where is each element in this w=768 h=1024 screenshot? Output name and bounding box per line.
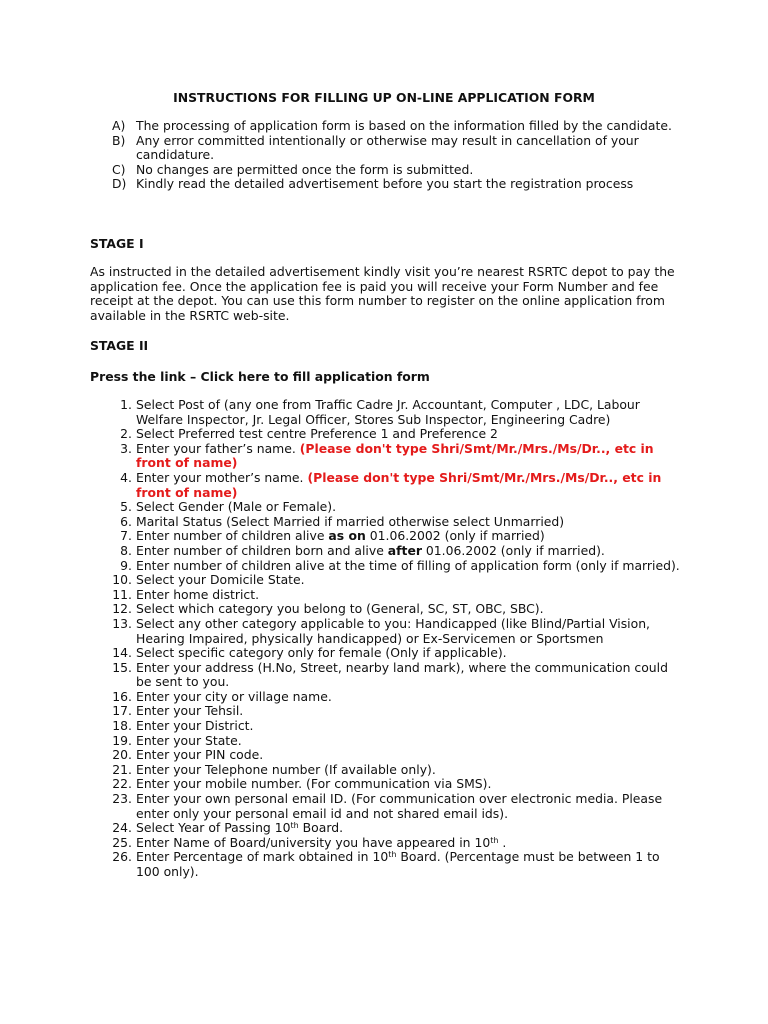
step-warning-note: (Please don't type Shri/Smt/Mr./Mrs./Ms/Dr.., etc in front of name) [136,469,662,500]
step-item [112,529,682,544]
step-text: Enter your address (H.No, Street, nearby land mark), where the communication could be sent to you. [136,659,668,690]
step-text: Enter your mother’s name. [136,469,304,485]
step-text: Enter your own personal email ID. (For communication over electronic media. Please enter only your personal email id and not shared email ids). [136,791,663,821]
list-marker: D) [112,176,127,192]
list-item-text: No changes are permitted once the form is submitted. [136,161,474,177]
step-number: 23. [112,791,132,807]
step-number: 22. [112,776,132,792]
list-item-text: Kindly read the detailed advertisement before you start the registration process [136,176,634,192]
general-instructions-list [112,119,672,192]
step-text-suffix: . [498,834,507,850]
stage-1-paragraph: As instructed in the detailed advertisement kindly visit you’re nearest RSRTC depot to pay the application fee. Once the application fee is paid you will receive your Form Number and fee receipt at the depot. You can use this form number to register on the online application from available in the RSRTC web-site. [90,264,675,323]
application-steps-list [112,398,682,880]
step-item [112,500,682,515]
step-text: Enter your State. [136,732,242,748]
step-text: Select specific category only for female (Only if applicable). [136,645,507,661]
step-item [112,704,682,719]
step-number: 26. [112,849,132,865]
step-text: Enter your PIN code. [136,747,264,763]
list-item [112,163,672,178]
ordinal-suffix: th [490,835,499,845]
step-text: Enter your Tehsil. [136,703,244,719]
step-text: Enter your father’s name. [136,440,296,456]
step-text: Enter your mobile number. (For communication via SMS). [136,776,492,792]
step-text: Select which category you belong to (General, SC, ST, OBC, SBC). [136,601,544,617]
step-text: Enter home district. [136,586,260,602]
step-text: Enter your city or village name. [136,688,332,704]
step-item [112,821,682,836]
step-number: 6. [120,513,132,529]
step-number: 24. [112,820,132,836]
step-number: 3. [120,440,132,456]
step-item [112,471,682,500]
step-item [112,748,682,763]
step-item [112,573,682,588]
list-item-text: The processing of application form is based on the information filled by the candidate. [136,118,672,133]
step-item [112,427,682,442]
step-number: 9. [120,557,132,573]
step-emphasis: after [387,542,422,558]
step-item [112,559,682,574]
step-item [112,544,682,559]
step-text: Enter number of children alive [136,528,329,544]
step-text: Select Preferred test centre Preference 1 and Preference 2 [136,426,498,442]
step-number: 18. [112,718,132,734]
step-text-suffix: Board. (Percentage must be between 1 to 100 only). [136,849,660,879]
step-text: Enter your Telephone number (If available only). [136,761,436,777]
list-marker: B) [112,132,126,148]
step-text: Marital Status (Select Married if married otherwise select Unmarried) [136,513,565,529]
step-item [112,515,682,530]
step-item [112,836,682,851]
step-number: 15. [112,659,132,675]
list-item-text: Any error committed intentionally or otherwise may result in cancellation of your candidature. [136,132,639,163]
step-text: Select Post of (any one from Traffic Cadre Jr. Accountant, Computer , LDC, Labour Welfare Inspector, Jr. Legal Officer, Stores Sub Inspector, Engineering Cadre) [136,397,640,427]
step-text: Enter number of children alive at the time of filling of application form (only if married). [136,557,680,573]
step-number: 19. [112,732,132,748]
step-number: 4. [120,469,132,485]
step-item [112,661,682,690]
list-item [112,119,672,134]
step-number: 2. [120,426,132,442]
document-title: INSTRUCTIONS FOR FILLING UP ON-LINE APPLICATION FORM [173,90,595,105]
step-text-suffix: 01.06.2002 (only if married) [365,528,545,544]
list-item [112,134,672,163]
step-text: Select Gender (Male or Female). [136,499,337,515]
step-item [112,792,682,821]
step-text: Enter Name of Board/university you have appeared in 10 [136,834,491,850]
stage-1-heading: STAGE I [90,236,144,251]
step-item [112,588,682,603]
step-item [112,763,682,778]
step-text: Select your Domicile State. [136,572,305,588]
application-form-link[interactable]: Press the link – Click here to fill application form [90,369,430,384]
step-number: 1. [120,397,132,412]
list-item [112,177,672,192]
list-marker: C) [112,161,126,177]
step-number: 8. [120,542,132,558]
step-emphasis: as on [328,528,366,544]
step-number: 5. [120,499,132,515]
step-warning-note: (Please don't type Shri/Smt/Mr./Mrs./Ms/Dr.., etc in front of name) [136,440,654,471]
stage-2-heading: STAGE II [90,338,149,353]
step-number: 17. [112,703,132,719]
step-item [112,617,682,646]
step-item [112,777,682,792]
step-number: 11. [112,586,132,602]
step-text: Select Year of Passing 10 [136,820,291,836]
step-number: 21. [112,761,132,777]
step-text: Enter your District. [136,718,254,734]
step-text-suffix: Board. [298,820,344,836]
list-marker: A) [112,118,126,133]
step-number: 13. [112,615,132,631]
step-item [112,442,682,471]
step-item [112,690,682,705]
step-item [112,850,682,879]
step-text: Select any other category applicable to you: Handicapped (like Blind/Partial Vision, Hearing Impaired, physically handicapped) or Ex-Servicemen or Sportsmen [136,615,650,646]
step-text-suffix: 01.06.2002 (only if married). [421,542,605,558]
step-item [112,646,682,661]
step-text: Enter Percentage of mark obtained in 10 [136,849,389,865]
step-number: 14. [112,645,132,661]
ordinal-suffix: th [290,821,299,831]
step-number: 16. [112,688,132,704]
step-number: 10. [112,572,132,588]
step-number: 12. [112,601,132,617]
step-number: 25. [112,834,132,850]
step-item [112,602,682,617]
step-item [112,398,682,427]
ordinal-suffix: th [388,850,397,860]
step-item [112,734,682,749]
step-number: 7. [120,528,132,544]
step-text: Enter number of children born and alive [136,542,388,558]
step-number: 20. [112,747,132,763]
step-item [112,719,682,734]
